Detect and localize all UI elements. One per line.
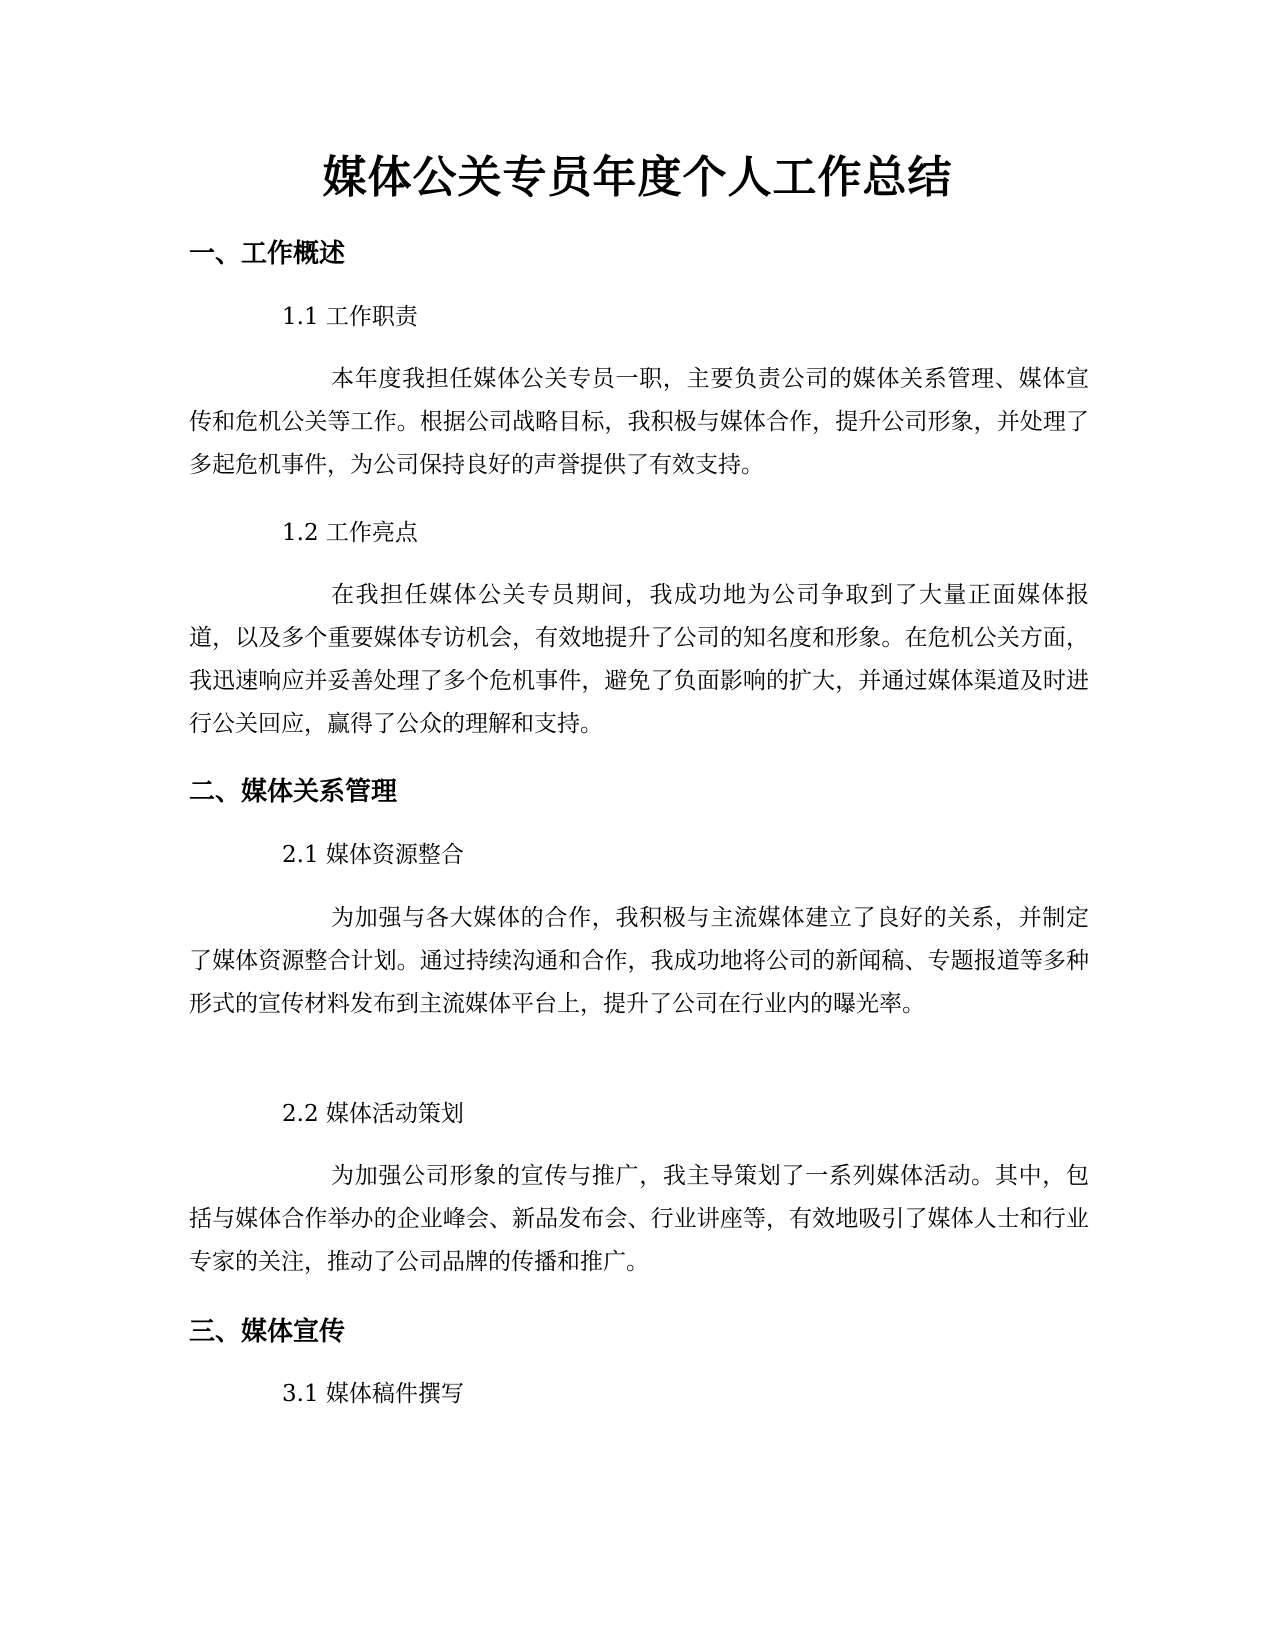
subsection-heading-1-1: 1.1 工作职责: [282, 304, 418, 330]
subsection-heading-3-1: 3.1 媒体稿件撰写: [282, 1381, 464, 1407]
subsection-heading-2-1: 2.1 媒体资源整合: [282, 842, 464, 868]
paragraph-1-2: 在我担任媒体公关专员期间，我成功地为公司争取到了大量正面媒体报道，以及多个重要媒体专访机会，有效地提升了公司的知名度和形象。在危机公关方面，我迅速响应并妥善处理了多个危机事件，避免了负面影响的扩大，并通过媒体渠道及时进行公关回应，赢得了公众的理解和支持。: [189, 582, 1089, 737]
section-heading-3: 三、媒体宣传: [189, 1317, 346, 1347]
section-heading-1: 一、工作概述: [189, 239, 346, 269]
paragraph-1-1: 本年度我担任媒体公关专员一职，主要负责公司的媒体关系管理、媒体宣传和危机公关等工作。根据公司战略目标，我积极与媒体合作，提升公司形象，并处理了多起危机事件，为公司保持良好的声誉提供了有效支持。: [189, 366, 1089, 478]
paragraph-2-2: 为加强公司形象的宣传与推广，我主导策划了一系列媒体活动。其中，包括与媒体合作举办的企业峰会、新品发布会、行业讲座等，有效地吸引了媒体人士和行业专家的关注，推动了公司品牌的传播和推广。: [189, 1163, 1089, 1275]
subsection-heading-2-2: 2.2 媒体活动策划: [282, 1101, 464, 1127]
paragraph-2-1: 为加强与各大媒体的合作，我积极与主流媒体建立了良好的关系，并制定了媒体资源整合计划。通过持续沟通和合作，我成功地将公司的新闻稿、专题报道等多种形式的宣传材料发布到主流媒体平台上，提升了公司在行业内的曝光率。: [189, 905, 1089, 1017]
subsection-heading-1-2: 1.2 工作亮点: [282, 520, 418, 546]
document-title: 媒体公关专员年度个人工作总结: [322, 152, 953, 203]
section-heading-2: 二、媒体关系管理: [189, 777, 398, 807]
